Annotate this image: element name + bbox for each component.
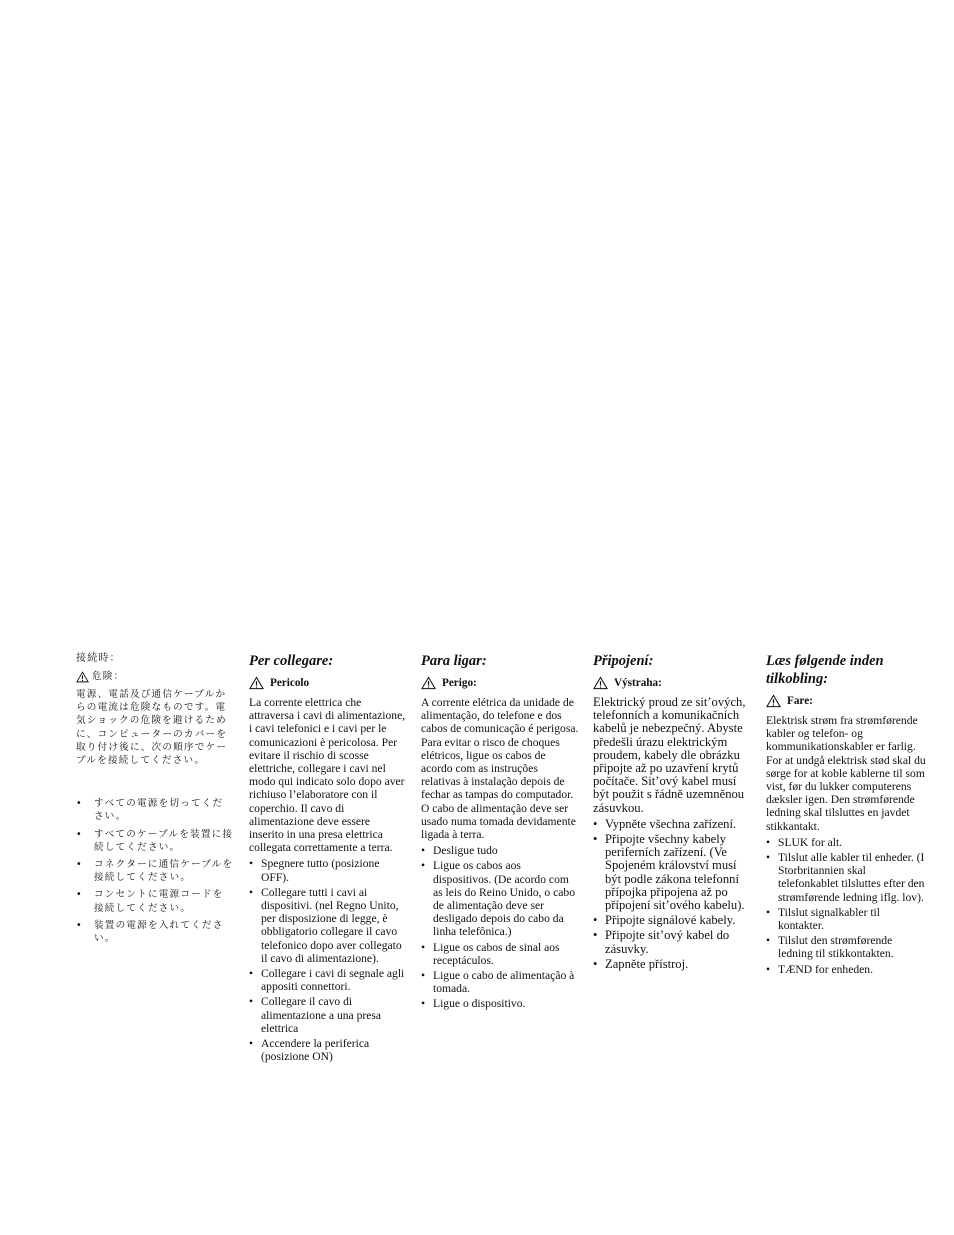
warning-triangle-icon — [766, 694, 781, 708]
step-item: • Tilslut signalkabler til kontakter. — [766, 906, 926, 932]
warning-text: Fare: — [787, 695, 813, 707]
step-item: • コネクターに通信ケーブルを接続してください。 — [76, 858, 234, 884]
section-heading: Para ligar: — [421, 653, 487, 669]
step-list — [249, 857, 407, 1063]
step-item: • すべてのケーブルを装置に接続してください。 — [76, 828, 234, 854]
warning-body: La corrente elettrica che attraversa i cavi di alimentazione, i cavi telefonici e i cavi per le comunicazioni è pericolosa. Per evitare il rischio di scosse elettriche, collegare i cavi nel modo qui indicato solo dopo aver richiuso l’elaboratore con il coperchio. Il cavo di alimentazione deve essere inserito in una presa elettrica collegata correttamente a terra. — [249, 696, 406, 855]
warning-body: 電源、電話及び通信ケーブルからの電流は危険なものです。電気ショックの危険を避けるために、コンピューターのカバーを取り付け後に、次の順序でケーブルを接続してください。 — [76, 689, 228, 767]
column-czech — [593, 652, 753, 973]
warning-body: Elektrický proud ze sit’ových, telefonních a komunikačních kabelů je nebezpečný. Abyste předešli úrazu elektrickým proudem, kabely dle obrázku připojte až po uzavření krytů počítače. Sit’ový kabel musí být použit s řádně uzemněnou zásuvkou. — [593, 695, 746, 815]
column-danish — [766, 652, 926, 978]
step-item: • Tilslut den strømførende ledning til stikkontakten. — [766, 934, 926, 960]
step-item: • Připojte sit’ový kabel do zásuvky. — [593, 929, 753, 955]
section-heading: Læs følgende inden tilkobling: — [766, 653, 884, 687]
step-item: • Ligue o cabo de alimentação à tomada. — [421, 969, 579, 995]
warning-triangle-icon — [593, 676, 608, 690]
step-item: • Desligue tudo — [421, 844, 579, 857]
step-item: • Ligue os cabos de sinal aos receptáculos. — [421, 941, 579, 967]
section-heading: Připojení: — [593, 653, 654, 669]
step-item: • コンセントに電源コードを接続してください。 — [76, 888, 234, 914]
step-item: • Accendere la periferica (posizione ON) — [249, 1037, 407, 1063]
step-list — [593, 818, 753, 971]
warning-triangle-icon — [76, 671, 89, 683]
warning-label — [249, 675, 407, 691]
step-item: • Ligue o dispositivo. — [421, 997, 579, 1010]
step-item: • Zapněte přístroj. — [593, 958, 753, 971]
step-item: • Collegare il cavo di alimentazione a una presa elettrica — [249, 995, 407, 1035]
step-item: • SLUK for alt. — [766, 836, 926, 849]
warning-label — [421, 675, 579, 691]
warning-text: Výstraha: — [614, 677, 662, 689]
step-item: • Tilslut alle kabler til enheder. (I Storbritannien skal telefonkablet tilsluttes efter den strømførende ledning iflg. lov). — [766, 851, 926, 904]
step-list — [766, 836, 926, 976]
warning-body: Elektrisk strøm fra strømførende kabler og telefon- og kommunikationskabler er farlig. For at undgå elektrisk stød skal du sørge for at koble kablerne til som vist, før du lukker computerens dæksler igen. Den strømførende ledning skal tilsluttes en javdet stikkantakt. — [766, 714, 926, 833]
warning-text: Pericolo — [270, 677, 310, 689]
section-heading: Per collegare: — [249, 653, 334, 669]
warning-triangle-icon — [249, 676, 264, 690]
step-item: • Vypněte všechna zařízení. — [593, 818, 753, 831]
step-list — [76, 797, 234, 945]
step-item: • Collegare i cavi di segnale agli appositi connettori. — [249, 967, 407, 993]
warning-label — [766, 693, 926, 709]
step-item: • 装置の電源を入れてください。 — [76, 919, 234, 945]
warning-body: A corrente elétrica da unidade de alimentação, do telefone e dos cabos de comunicação é perigosa. Para evitar o risco de choques elétricos, ligue os cabos de acordo com as instruções relativas à instalação depois de fechar as tampas do computador. O cabo de alimentação deve ser usado numa tomada devidamente ligada à terra. — [421, 696, 579, 842]
step-item: • Připojte signálové kabely. — [593, 914, 753, 927]
step-item: • TÆND for enheden. — [766, 963, 926, 976]
step-list — [421, 844, 579, 1010]
column-japanese — [76, 652, 234, 949]
warning-label — [593, 675, 753, 691]
section-heading: 接続時： — [76, 653, 121, 664]
step-item: • Ligue os cabos aos dispositivos. (De acordo com as leis do Reino Unido, o cabo de alimentação deve ser desligado depois do cabo da linha telefônica.) — [421, 859, 579, 938]
step-item: • すべての電源を切ってください。 — [76, 797, 234, 823]
warning-text: Perigo: — [442, 677, 477, 689]
step-item: • Collegare tutti i cavi ai dispositivi. (nel Regno Unito, per disposizione di legge, è obbligatorio collegare il cavo telefonico dopo aver collegato il cavo di alimentazione). — [249, 886, 407, 965]
column-italian — [249, 652, 407, 1065]
warning-triangle-icon — [421, 676, 436, 690]
step-item: • Připojte všechny kabely periferních zařízení. (Ve Spojeném království musí být podle zákona telefonní přípojka připojena až po přípojení sit’ového kabelu). — [593, 833, 753, 912]
step-item: • Spegnere tutto (posizione OFF). — [249, 857, 407, 883]
warning-text: 危険： — [92, 671, 125, 682]
warning-label — [76, 669, 234, 685]
column-portuguese — [421, 652, 579, 1013]
